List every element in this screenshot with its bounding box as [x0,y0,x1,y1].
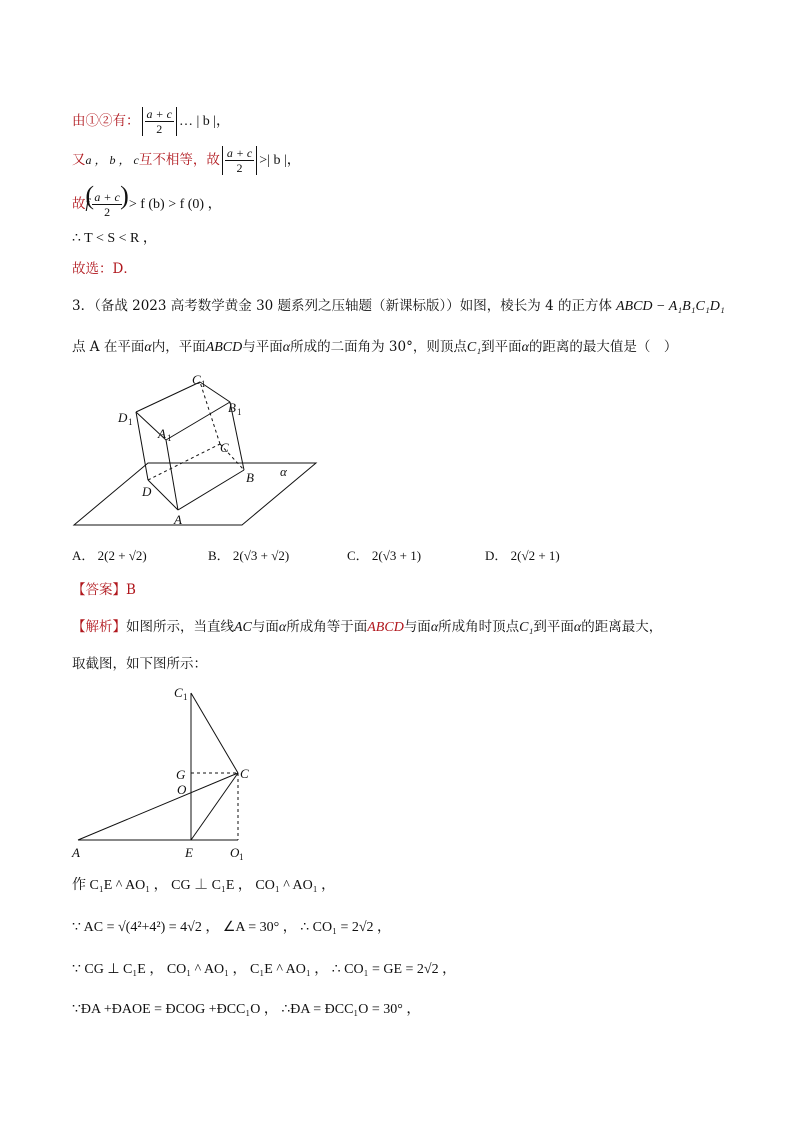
question-text-2a: 点 A 在平面 [72,339,145,355]
question-text-1: 3．（备战 2023 高考数学黄金 30 题系列之压轴题（新课标版））如图，棱长为 4 的正方体 [72,298,612,314]
label2-o1: O [230,845,240,860]
label2-o: O [177,782,187,797]
cube-figure [70,372,330,532]
step-line-4: ∵ÐA +ÐAOE = ÐCOG +ÐCC₁O ， ∴ÐA = ÐCC₁O = 30° ， [72,1002,421,1017]
question-line-2 [72,337,677,358]
line2-text: 互不相等，故 [138,152,220,168]
line3-function: f [85,197,90,212]
line1-suffix: … | b |， [178,114,231,129]
label-c1: C [192,372,201,387]
label-d1-sub: 1 [128,417,133,427]
label2-c1: C [174,685,183,700]
label2-e: E [185,845,193,860]
frac2-numerator: a + c [226,146,253,160]
option-b: B． 2(√3 + √2) [208,548,290,563]
analysis-t7: 的距离最大， [581,619,663,635]
question-text-2e: 到平面 [481,339,522,355]
frac1-denominator: 2 [156,122,163,136]
option-c: C． 2(√3 + 1) [347,548,422,563]
option-d: D． 2(√2 + 1) [485,548,560,563]
analysis-t5: 所成角时顶点 [438,619,520,635]
plane-abcd: ABCD [205,340,243,355]
answer-tag: 【答案】 [72,582,126,598]
label-c: C [220,440,229,455]
analysis-c1: C₁ [519,620,534,635]
derivation-line-1 [72,107,230,136]
cube-name: ABCD − A₁B₁C₁D₁ [615,299,725,314]
frac3-denominator: 2 [104,205,111,219]
label2-o1-sub: 1 [239,852,244,862]
analysis-alpha-2: α [430,620,439,635]
derivation-line-4: ∴ T < S < R ， [72,231,157,246]
label-c1-sub: 1 [201,379,206,389]
vertex-c1: C₁ [466,340,482,355]
label2-c1-sub: 1 [183,692,188,702]
step-line-3: ∵ CG ⊥ C₁E ， CO₁ ^ AO₁ ， C₁E ^ AO₁ ， ∴ CO₁ = GE = 2√2 ， [72,962,457,977]
frac1-numerator: a + c [146,107,172,121]
label-b: B [246,470,254,485]
line2-suffix: >| b |， [259,153,301,168]
frac2-denominator: 2 [236,161,243,175]
label-a1-sub: 1 [167,433,172,443]
label-a: A [174,512,182,527]
analysis-tag: 【解析】 [72,619,126,635]
line2-variables: a ， b ， c [85,153,139,167]
analysis-line-1 [72,617,662,638]
analysis-t1: 如图所示，当直线 [126,619,234,635]
line2-prefix: 又 [72,152,86,168]
label-b1: B [228,400,236,415]
line3-prefix: 故 [72,196,86,212]
analysis-alpha-3: α [573,620,582,635]
label2-a: A [72,845,80,860]
paren-fraction-3 [89,190,124,219]
question-line-1 [72,296,725,317]
question-text-2b: 内，平面 [151,339,206,355]
question-text-2f: 的距离的最大值是（ ） [528,339,678,355]
analysis-line-2: 取截图，如下图所示： [72,656,207,672]
answer-line [72,580,136,600]
analysis-t3: 所成角等于面 [286,619,368,635]
label-d: D [142,484,152,499]
derivation-line-3 [72,190,222,219]
label2-c: C [240,766,249,781]
line3-suffix: > f (b) > f (0) ， [128,197,222,212]
label-alpha: α [280,464,287,479]
alpha-symbol-2: α [282,340,291,355]
question-text-2c: 与平面 [242,339,283,355]
cross-section-figure [68,683,268,863]
question-text-2d: 所成的二面角为 30°，则顶点 [290,339,467,355]
alpha-symbol-3: α [521,340,529,355]
analysis-t6: 到平面 [533,619,574,635]
derivation-line-5: 故选：D． [72,261,137,277]
frac3-numerator: ( a + c [94,190,120,204]
alpha-symbol: α [144,340,152,355]
label-d1: D [118,410,128,425]
analysis-ac: AC [234,620,252,635]
analysis-t2: 与面 [251,619,279,635]
abs-fraction-2 [222,146,257,175]
step-line-2: ∵ AC = √(4²+4²) = 4√2 ， ∠A = 30° ， ∴ CO₁ = 2√2 ， [72,920,392,935]
step-line-1: 作 C₁E ^ AO₁ ， CG ⊥ C₁E ， CO₁ ^ AO₁ ， [72,878,336,893]
analysis-t4: 与面 [403,619,431,635]
label-b1-sub: 1 [237,407,242,417]
abs-fraction-1 [142,107,177,136]
derivation-line-2 [72,146,301,175]
line1-prefix: 由①②有： [72,113,140,129]
label-a1: A [158,426,166,441]
label2-g: G [176,767,186,782]
analysis-alpha-1: α [278,620,287,635]
answer-value: B [126,582,136,598]
analysis-abcd: ABCD [367,620,404,635]
option-a: A． 2(2 + √2) [72,548,147,563]
